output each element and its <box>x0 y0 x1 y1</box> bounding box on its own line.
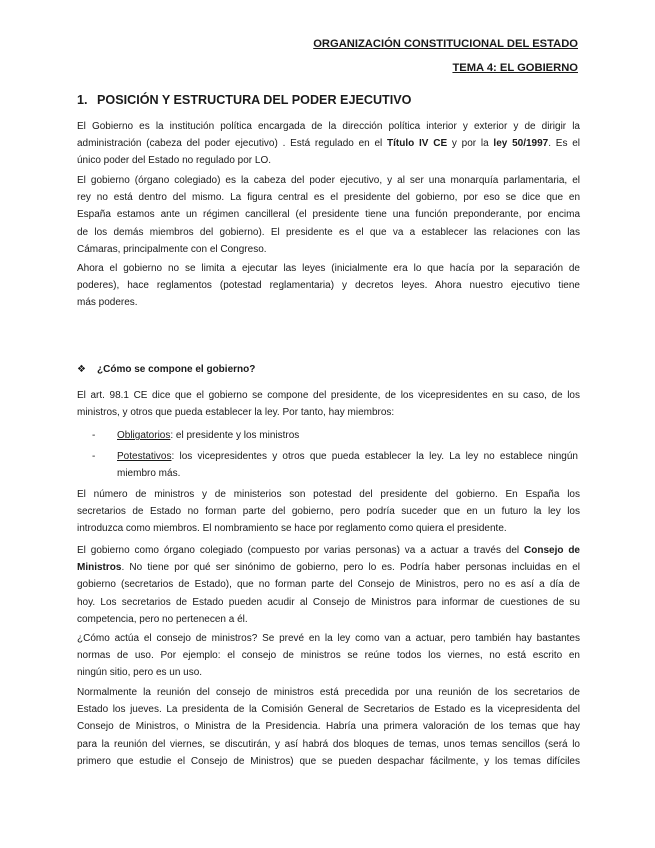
paragraph-line: Estado los jueves. La presidenta de la Comisión General de Secretarios de Estado es la vicepresidenta del <box>77 704 580 716</box>
paragraph-line: España estamos ante un régimen cancilleral (el presidente tiene una función preponderante, por encima <box>77 209 580 221</box>
paragraph-line: de los demás miembros del gobierno). El presidente es el que va a establecer las relaciones con las <box>77 226 580 238</box>
text-run: : el presidente y los ministros <box>170 430 300 441</box>
list-item-text: miembro más. <box>117 468 181 480</box>
paragraph-line: único poder del Estado no regulado por LO. <box>77 155 272 167</box>
paragraph-1 <box>77 118 580 170</box>
paragraph-5 <box>77 486 580 538</box>
paragraph-line: ningún sitio, pero es un uso. <box>77 667 203 679</box>
paragraph-line: competencia, pero no pertenecen a él. <box>77 613 248 625</box>
paragraph-4 <box>77 387 580 421</box>
paragraph-line: Consejo de Ministros, o Ministra de la Presidencia. Habría una primera valoración de los temas que hay <box>77 721 580 733</box>
section-heading <box>77 93 411 107</box>
dash-bullet: - <box>92 430 96 441</box>
paragraph-line: normas de uso. Por ejemplo: el consejo de ministros se reúne todos los viernes, no está escrito en <box>77 650 580 662</box>
paragraph-line: El art. 98.1 CE dice que el gobierno se compone del presidente, de los vicepresidentes en su caso, de los <box>77 390 580 401</box>
course-header: ORGANIZACIÓN CONSTITUCIONAL DEL ESTADO <box>313 38 578 50</box>
paragraph-line: Cámaras, principalmente con el Congreso. <box>77 243 267 255</box>
paragraph-line <box>77 559 580 576</box>
bold-term: Consejo de <box>524 545 580 556</box>
dash-bullet: - <box>92 451 96 462</box>
paragraph-line: primero que estudie el Consejo de Ministros) que se pueden despachar fácilmente, y los temas difíciles <box>77 755 580 767</box>
list-term: Potestativos <box>117 451 172 462</box>
text-run: El gobierno como órgano colegiado (compuesto por varias personas) va a actuar a través del <box>77 545 525 556</box>
list-item <box>92 427 578 444</box>
paragraph-line: más poderes. <box>77 297 138 309</box>
section-title: POSICIÓN Y ESTRUCTURA DEL PODER EJECUTIVO <box>97 93 412 107</box>
paragraph-7 <box>77 630 580 682</box>
paragraph-line: hoy. Los secretarios de Estado pueden acudir al Consejo de Ministros para informar de cuestiones de su <box>77 596 580 608</box>
paragraph-line: introduzca como miembros. El nombramiento se hace por reglamento como quiera el presidente. <box>77 523 507 535</box>
paragraph-6 <box>77 542 580 628</box>
paragraph-3 <box>77 260 580 312</box>
topic-header: TEMA 4: EL GOBIERNO <box>452 62 578 74</box>
paragraph-8 <box>77 684 580 770</box>
paragraph-line: ¿Cómo actúa el consejo de ministros? Se prevé en la ley como van a actuar, pero también hay bastantes <box>77 633 580 644</box>
list-term: Obligatorios <box>117 430 171 441</box>
text-run: : los vicepresidentes y otros que pueda establecer la ley. La ley no establece ningún <box>171 451 578 462</box>
paragraph-2 <box>77 172 580 258</box>
law-reference: Título IV CE <box>387 138 448 150</box>
paragraph-line: ministros, y otros que pueda establecer la ley. Por tanto, hay miembros: <box>77 407 395 419</box>
subsection-title: ¿Cómo se compone el gobierno? <box>97 364 256 375</box>
paragraph-line: El número de ministros y de ministerios son potestad del presidente del gobierno. En España los <box>77 489 580 500</box>
paragraph-line: rey no está dentro del mismo. La figura central es el presidente del gobierno, por eso se dice que en <box>77 192 580 204</box>
section-number: 1. <box>77 93 88 107</box>
law-reference: ley 50/1997 <box>493 138 549 150</box>
list-item-text <box>117 448 578 465</box>
paragraph-line: El Gobierno es la institución política encargada de la dirección política interior y exterior y de dirigir la <box>77 121 580 132</box>
list-item-text <box>117 427 578 444</box>
text-run: . No tiene por qué ser sinónimo de gobierno, pero lo es. Podría haber personas incluidas en el <box>121 562 580 574</box>
paragraph-line: para la reunión del viernes, se discutirán, y así habrá dos bloques de temas, unos temas sencillos (será lo <box>77 738 580 750</box>
paragraph-line: gobierno (secretarios de Estado), que no forman parte del Consejo de Ministros, pero no es así a día de <box>77 579 580 591</box>
bold-term: Ministros <box>77 562 122 574</box>
subsection-heading <box>77 364 255 375</box>
list-item <box>92 448 578 482</box>
text-run: . Es el <box>548 138 581 150</box>
text-run: administración (cabeza del poder ejecutivo) . Está regulado en el <box>77 138 388 150</box>
paragraph-line: secretarios de Estado no forman parte del gobierno, pero podría suceder que en un futuro la ley los <box>77 506 580 518</box>
paragraph-line: poderes), hace reglamentos (potestad reglamentaria) y decretos leyes. Ahora nuestro ejecutivo tiene <box>77 280 580 292</box>
paragraph-line <box>77 135 580 152</box>
diamond-bullet-icon: ❖ <box>77 364 86 375</box>
paragraph-line: Ahora el gobierno no se limita a ejecutar las leyes (inicialmente era lo que hacía por la separación de <box>77 263 580 274</box>
text-run: y por la <box>447 138 494 150</box>
paragraph-line: Normalmente la reunión del consejo de ministros está precedida por una reunión de los secretarios de <box>77 687 580 698</box>
paragraph-line: El gobierno (órgano colegiado) es la cabeza del poder ejecutivo, y al ser una monarquía parlamentaria, el <box>77 175 580 186</box>
paragraph-line <box>77 542 580 559</box>
